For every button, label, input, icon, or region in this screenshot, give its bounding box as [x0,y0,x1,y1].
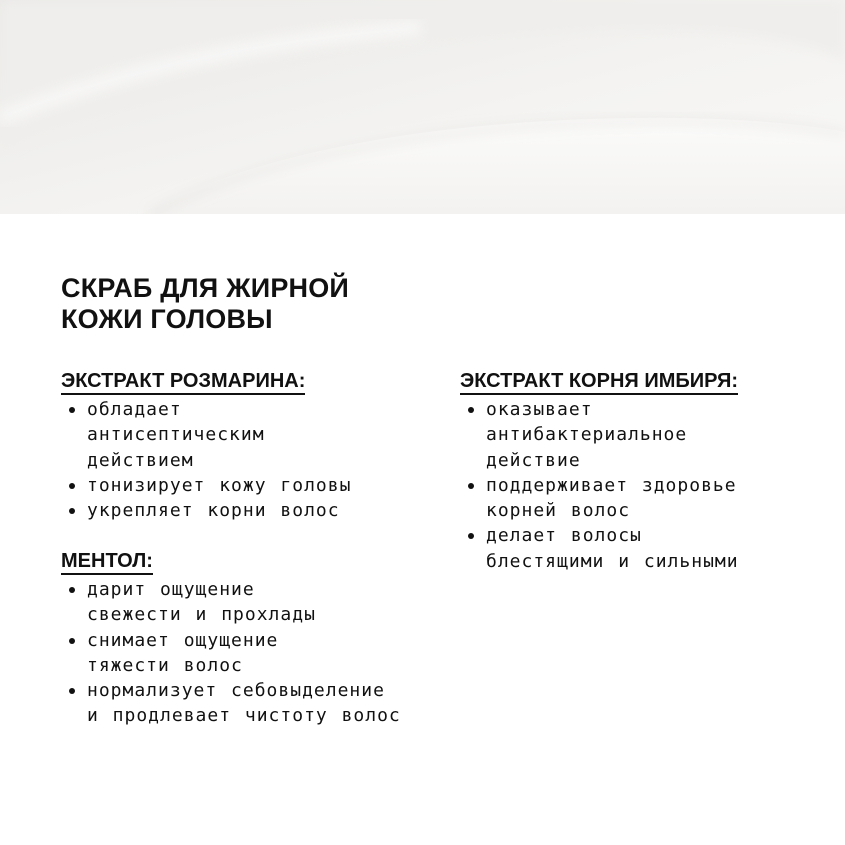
rosemary-extract-heading: ЭКСТРАКТ РОЗМАРИНА: [61,369,305,395]
ginger-benefits-list [460,397,840,574]
list-item: снимает ощущение тяжести волос [87,628,451,679]
ginger-root-extract-heading: ЭКСТРАКТ КОРНЯ ИМБИРЯ: [460,369,738,395]
list-item: тонизирует кожу головы [87,473,451,498]
list-item: дарит ощущение свежести и прохлады [87,577,451,628]
menthol-benefits-list [61,577,451,729]
list-item: поддерживает здоровье корней волос [486,473,840,524]
list-item: оказывает антибактериальное действие [486,397,840,473]
cream-texture-image [0,0,845,214]
list-item: укрепляет корни волос [87,498,451,523]
menthol-section [61,549,451,729]
menthol-heading: МЕНТОЛ: [61,549,153,575]
rosemary-extract-section [61,369,451,523]
cream-texture-banner [0,0,845,214]
list-item: нормализует себовыделение и продлевает чистоту волос [87,678,451,729]
list-item: делает волосы блестящими и сильными [486,523,840,574]
ginger-root-extract-section [460,369,840,574]
rosemary-benefits-list [61,397,451,523]
list-item: обладает антисептическим действием [87,397,451,473]
page-title: СКРАБ ДЛЯ ЖИРНОЙ КОЖИ ГОЛОВЫ [61,273,350,334]
